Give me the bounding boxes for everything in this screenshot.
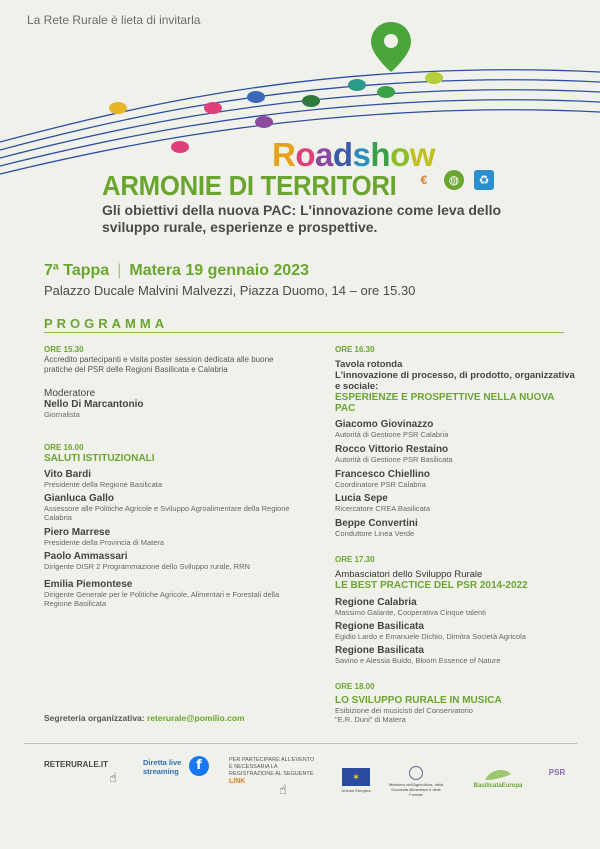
- speaker-name: Giacomo Giovinazzo: [335, 419, 434, 430]
- speaker-role: Assessore alle Politiche Agricole e Sviluppo Agroalimentare della Regione Calabria: [44, 504, 290, 522]
- tappa-line: [44, 262, 309, 280]
- facebook-icon[interactable]: f: [189, 756, 209, 776]
- block-1730: [335, 555, 575, 591]
- footer-divider: [24, 743, 577, 744]
- bp-item-2: [335, 621, 575, 641]
- block-head: Tavola rotonda: [335, 359, 403, 370]
- hand-cursor-icon-2: ☝: [279, 782, 287, 797]
- speaker-role: Dirigente Generale per le Politiche Agricole, Alimentari e Forestali della Regione Basilicata: [44, 590, 280, 608]
- live-streaming-link[interactable]: [143, 758, 181, 776]
- speaker-role: Dirigente DISR 2 Programmazione dello Sviluppo rurale, RRN: [44, 562, 250, 571]
- region-detail: Egidio Lardo e Emanuele Dichio, Dimitra Società Agricola: [335, 632, 526, 641]
- segreteria-email-link[interactable]: reterurale@pomilio.com: [147, 713, 245, 723]
- region-detail: Savino e Alessia Buldo, Bloom Essence of Nature: [335, 656, 501, 665]
- emblem-icon: [409, 766, 423, 780]
- segreteria: [44, 713, 245, 723]
- time-label: ORE 15.30: [44, 345, 84, 354]
- moderatore-role: Giornalista: [44, 410, 80, 419]
- hand-cursor-icon: ☝: [109, 770, 117, 785]
- time-label: ORE 16.00: [44, 443, 84, 452]
- speaker-1: [44, 469, 294, 489]
- session-title: SALUTI ISTITUZIONALI: [44, 453, 155, 464]
- moderatore-name: Nello Di Marcantonio: [44, 399, 144, 410]
- speaker-4: [44, 551, 294, 571]
- note-yellow: [109, 102, 127, 114]
- block-1600: [44, 443, 294, 464]
- speaker-name: Vito Bardi: [44, 469, 92, 480]
- speaker-r1: [335, 419, 575, 439]
- segreteria-label: Segreteria organizzativa:: [44, 713, 145, 723]
- moderatore-label: Moderatore: [44, 388, 96, 399]
- roadshow-title: [272, 136, 435, 174]
- recycle-icon: ♻: [474, 170, 494, 190]
- basilicata-europa-logo: [470, 766, 526, 790]
- euro-icon: €: [420, 173, 428, 187]
- website-link[interactable]: RETERURALE.IT: [44, 760, 108, 769]
- speaker-name: Paolo Ammassari: [44, 551, 128, 562]
- note-purple: [255, 116, 273, 128]
- ministero-caption: Ministero dell'Agricoltura, della Sovranità Alimentare e delle Foreste: [388, 782, 444, 797]
- speaker-role: Presidente della Provincia di Matera: [44, 538, 165, 547]
- block-head: Ambasciatori dello Sviluppo Rurale: [335, 569, 483, 580]
- venue: Palazzo Ducale Malvini Malvezzi, Piazza Duomo, 14 – ore 15.30: [44, 283, 416, 298]
- psr-caption: PSR: [548, 768, 566, 777]
- block-1530: [44, 345, 294, 375]
- session-title: ESPERIENZE E PROSPETTIVE NELLA NUOVA PAC: [335, 392, 555, 414]
- eu-caption: Unione Europea: [341, 788, 371, 793]
- speaker-role: Autorità di Gestione PSR Calabria: [335, 430, 449, 439]
- note-blue: [247, 91, 265, 103]
- region-name: Regione Basilicata: [335, 645, 424, 656]
- region-detail: Massimo Galante, Cooperativa Cinque talenti: [335, 608, 486, 617]
- separator: |: [117, 262, 122, 279]
- region-name: Regione Calabria: [335, 597, 417, 608]
- roadshow-letter-5: h: [370, 136, 391, 173]
- map-pin-icon: [371, 22, 411, 72]
- roadshow-letter-6: o: [390, 136, 410, 173]
- invite-text: La Rete Rurale è lieta di invitarla: [27, 13, 201, 27]
- block-1800: [335, 682, 575, 724]
- event-subtitle: Gli obiettivi della nuova PAC: L'innovazione come leva dello sviluppo rurale, esperienze e prospettive.: [102, 202, 502, 235]
- roadshow-letter-4: s: [352, 136, 371, 173]
- note-pink: [204, 102, 222, 114]
- time-label: ORE 18.00: [335, 682, 375, 691]
- speaker-name: Beppe Convertini: [335, 518, 418, 529]
- leaf-icon: [483, 766, 513, 782]
- registration-text: PER PARTECIPARE ALL'EVENTO È NECESSARIA LA REGISTRAZIONE AL SEGUENTE: [229, 757, 315, 777]
- note-pink-2: [171, 141, 189, 153]
- eu-flag-icon: ✶: [342, 768, 370, 786]
- bp-item-3: [335, 645, 575, 665]
- note-darkgreen: [302, 95, 320, 107]
- bp-item-1: [335, 597, 575, 617]
- speaker-name: Piero Marrese: [44, 527, 111, 538]
- speaker-role: Conduttore Linea Verde: [335, 529, 415, 538]
- block-text: Esibizione dei musicisti del Conservatorio "E.R. Duni" di Matera: [335, 706, 473, 724]
- moderatore-block: [44, 388, 294, 419]
- programma-title: PROGRAMMA: [44, 316, 169, 331]
- registration-link[interactable]: LINK: [229, 778, 246, 785]
- block-head-2: L'innovazione di processo, di prodotto, organizzativa e sociale:: [335, 370, 575, 392]
- speaker-3: [44, 527, 294, 547]
- note-green: [377, 86, 395, 98]
- block-1630: [335, 345, 575, 414]
- time-label: ORE 17.30: [335, 555, 375, 564]
- roadshow-letter-3: d: [332, 136, 353, 173]
- roadshow-letter-1: o: [295, 136, 316, 173]
- speaker-r5: [335, 518, 575, 538]
- speaker-role: Coordinatore PSR Calabria: [335, 480, 426, 489]
- live-line-1: Diretta live: [143, 758, 182, 767]
- event-title: ARMONIE DI TERRITORI: [102, 170, 397, 201]
- block-text: Accredito partecipanti e visita poster session dedicata alle buone pratiche del PSR delle Regioni Basilicata e Calabria: [44, 355, 274, 374]
- speaker-name: Rocco Vittorio Restaino: [335, 444, 449, 455]
- roadshow-letter-2: a: [315, 136, 333, 173]
- speaker-5: [44, 579, 294, 608]
- speaker-r4: [335, 493, 575, 513]
- speaker-role: Presidente della Regione Basilicata: [44, 480, 162, 489]
- session-title: LE BEST PRACTICE DEL PSR 2014-2022: [335, 580, 528, 591]
- session-title: LO SVILUPPO RURALE IN MUSICA: [335, 695, 502, 706]
- region-name: Regione Basilicata: [335, 621, 424, 632]
- note-lime: [425, 72, 443, 84]
- live-line-2: streaming: [143, 767, 179, 776]
- place-date: Matera 19 gennaio 2023: [129, 262, 309, 279]
- tappa-number: 7ª Tappa: [44, 262, 110, 279]
- speaker-2: [44, 493, 294, 522]
- footer: [0, 752, 600, 812]
- speaker-r2: [335, 444, 575, 464]
- speaker-r3: [335, 469, 575, 489]
- note-teal: [348, 79, 366, 91]
- speaker-name: Gianluca Gallo: [44, 493, 115, 504]
- speaker-name: Francesco Chiellino: [335, 469, 431, 480]
- speaker-name: Lucia Sepe: [335, 493, 388, 504]
- speaker-role: Ricercatore CREA Basilicata: [335, 504, 431, 513]
- psr-logo: [533, 770, 581, 775]
- roadshow-letter-7: w: [409, 136, 435, 173]
- roadshow-letter-0: R: [272, 136, 296, 173]
- globe-icon: ◍: [444, 170, 464, 190]
- speaker-name: Emilia Piemontese: [44, 579, 133, 590]
- registration-note: [229, 757, 319, 786]
- programma-divider: [44, 332, 564, 333]
- time-label: ORE 16.30: [335, 345, 375, 354]
- title-icons: [414, 170, 494, 190]
- basilicata-caption: BasilicataEuropa: [473, 783, 523, 789]
- eu-logo: [336, 768, 376, 793]
- ministero-logo: [386, 766, 446, 797]
- speaker-role: Autorità di Gestione PSR Basilicata: [335, 455, 453, 464]
